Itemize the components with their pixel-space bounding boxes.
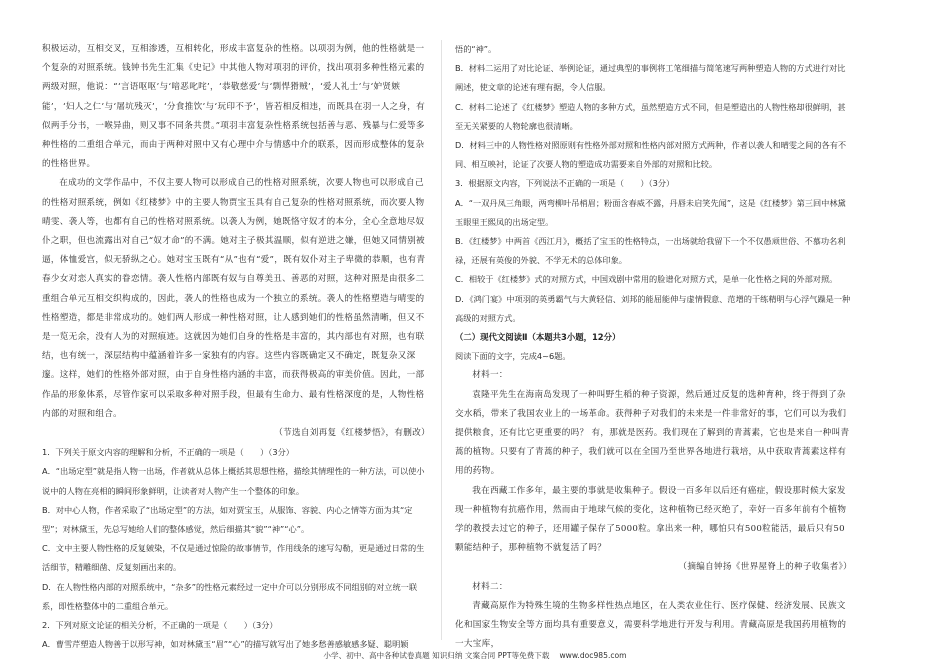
question-2-option-d: D．材料三中的人物性格对照原则有性格外部对照和性格内部对照方式两种，作者以袭人和晴雯之间的各有不同、相互映衬，论证了次要人物的塑造成功需要来自外部的对照和比较。 (455, 140, 847, 170)
question-3-option-c: C．相较于《红楼梦》式的对照方式，中国戏剧中常用的脸谱化对照方式，是单一化性格之间的外部对照。 (455, 274, 838, 285)
material-1-source: （摘编自钟扬《世界屋脊上的种子收集者》） (678, 562, 852, 573)
question-2-option-b: B．材料二运用了对比论证、举例论证，通过典型的事例将工笔细描与简笔速写两种塑造人物的方式进行对比阐述，使文章的论述有理有据，令人信服。 (455, 63, 846, 93)
question-1-option-b: B．对中心人物，作者采取了“出场定型”的方法，如对贾宝玉，从服饰、容貌、内心之情等方面为其“定型”；对林黛玉，先总写她给人们的整体感觉，然后细描其“貌”“神”“心”。 (42, 504, 413, 535)
material-1-paragraph-1: 袁隆平先生在海南岛发现了一种叫野生稻的种子资源，然后通过反复的选种育种，终于得到了杂交水稻，带来了我国农业上的一场革命。获得种子对我们的未来是一件非常好的事，它们可以为我们提供粮食，还有比它更重要的吗？ 有，那就是医药。我们现在了解到的青蒿素，它也是来自一种叫青蒿的植物。只要有了青蒿的种子，我们就可以在全国乃至世界各地进行栽培，从中获取青蒿素这样有用的药物。 (455, 389, 850, 477)
reading-instruction: 阅读下面的文字，完成4~6题。 (455, 351, 571, 362)
question-3-option-a: A．“一双丹凤三角眼，两弯柳叶吊梢眉；粉面含春威不露，丹唇未启笑先闻”，这是《红楼梦》第三回中林黛玉眼里王熙凤的出场定型。 (455, 197, 846, 227)
question-1-option-d: D．在人物性格内部的对照系统中，“杂多”的性格元素经过一定中介可以分别形成不同组别的对立统一联系，即性格整体中的二重组合单元。 (42, 581, 418, 611)
question-2-option-c: C．材料二论述了《红楼梦》塑造人物的多种方式，虽然塑造方式不同，但是塑造出的人物性格却很鲜明，甚至无关紧要的人物轮廓也很清晰。 (455, 101, 846, 131)
question-1-option-a: A．“出场定型”就是指人物一出场，作者就从总体上概括其思想性格，描绘其情理性的一种方法，可以使小说中的人物在亮相的瞬间形象鲜明，让读者对人物产生一个整体的印象。 (42, 466, 425, 496)
question-2: 2．下列对原文论证的相关分析，不正确的一项是（ ）（3分） (42, 620, 278, 631)
page-footer: 小学、初中、高中各种试卷真题 知识归纳 文案合同 PPT等免费下载 www.doc985.com (323, 651, 627, 660)
passage-paragraph-xiren: 在成功的文学作品中，不仅主要人物可以形成自己的性格对照系统，次要人物也可以形成自己的性格对照系统，例如《红楼梦》中的主要人物贾宝玉具有自己复杂的性格对照系统，而次要人物晴雯、袭人等，也都有自己的性格对照系统。以袭人为例，她既恪守奴才的本分，全心全意地尽奴仆之职，但也流露出对自己“奴才命”的不满。她对主子极其温顺，似有逆进之嫌，但她又同情别被逼，体恤爱宫，似无骄纵之心。她对宝玉既有“从”也有“爱”，既有奴仆对主子卑微的恭顺，也有青春少女对恋人真实的眷恋情。袭人性格内部既有奴与自尊美丑、善恶的对照，这种对照是由很多二重组合单元互相交织构成的，因此，袭人的性格也成为一个独立的系统。袭人的性格塑造与晴雯的性格塑造，都是非常成功的。她们两人形成一种性格对照，让人感到她们的性格虽然清晰，但又不是一览无余，没有人为的对照痕迹。这就因为她们自身的性格是丰富的，其内部也有对照，也有联结，也有统一，深层结构中蕴涵着许多一家独有的内容。这些内容既确定又不确定，既复杂又深邃。这样，她们的性格外部对照，由于自身性格内涵的丰富，而获得极高的审美价值。因此，一部作品的形象体系，尽管作家可以采取多种对照手段，但最有生命力、最有性格深度的是，人物性格内部的对照和组合。 (42, 178, 426, 419)
material-2-paragraph-1: 青藏高原作为特殊生境的生物多样性热点地区，在人类农业住行、医疗保健、经济发展、民族文化和国家生物安全等方面均具有重要意义，需要科学地进行开发与利用。青藏高原是我国药用植物的一大宝库， (455, 600, 847, 650)
question-2-option-a-cont: 悟的“神”。 (455, 44, 497, 54)
question-3: 3．根据原文内容，下列说法不正确的一项是（ ）（3分） (455, 178, 675, 189)
passage-paragraph-xiangyu: 积极运动，互相交叉，互相渗透，互相转化，形成丰富复杂的性格。以项羽为例，他的性格就是一个复杂的对照系统。钱钟书先生汇集《史记》中其他人物对项羽的评价，找出项羽多种性格元素的两级对照，他说：“‘言语呕呕’与‘喑恶叱咤’，‘恭敬慈爱’与‘剽悍猾贼’，‘爱人礼士’与‘妒贤嫉能’，‘妇人之仁’与‘屠坑残灭’，‘分食推饮’与‘玩印不予’，皆若相反相违，而既具在羽一人之身，有似两手分书，一喉异曲，则又事不同条共贯。”项羽丰富复杂性格系统包括善与恶、残暴与仁爱等多种性格的二重组合单元，而由于两种对照中又有心理中介与情感中介的联系，因而形成整体的复杂的性格世界。 (42, 44, 426, 170)
question-3-option-d: D．《鸿门宴》中项羽的英勇霸气与大黄轻信、刘邦的能屈能伸与虚情假意、范增的干练精明与心浮气躁是一种高级的对照方式。 (455, 293, 851, 323)
material-2-label: 材料二： (472, 581, 508, 592)
section-heading-modern-reading: （二）现代文阅读Ⅱ（本题共3小题，12分） (455, 332, 621, 343)
question-3-option-b: B．《红楼梦》中两首《西江月》，概括了宝玉的性格特点，一出场就给我留下一个不仅愚顽世俗、不慕功名利禄，还展有英俊的外貌、不学无术的总体印象。 (455, 236, 846, 266)
question-1: 1．下列关于原文内容的理解和分析，不正确的一项是（ ）（3分） (42, 447, 294, 458)
material-1-paragraph-2: 我在西藏工作多年，最主要的事就是收集种子。假设一百多年以后还有癌症，假设那时候大家发现一种植物有抗癌作用，然而由于地球气候的变化，这种植物已经灭绝了，幸好一百多年前有个植物学的教授去过它的种子，还用罐子保存了5000粒。拿出来一种，哪怕只有500粒能活，最后只有50颗能结种子，那种植物不就复活了吗？ (455, 485, 847, 554)
column-divider (441, 40, 442, 640)
material-1-label: 材料一： (472, 370, 508, 381)
passage-source: （节选自刘再复《红楼梦悟》，有删改） (274, 428, 430, 439)
question-2-option-a: A．曹雪芹塑造人物善于以形写神，如对林黛玉“眉”“心”的描写就写出了她多愁善感敏感多疑、聪明颖 (42, 639, 409, 650)
question-1-option-c: C．文中主要人物性格的反复皴染，不仅是通过惊险的故事情节，作用线条的速写勾勒，更是通过日常的生活细节，精雕细凿、反复刻画出来的。 (42, 543, 425, 573)
right-column (455, 40, 852, 655)
left-column (42, 40, 430, 655)
